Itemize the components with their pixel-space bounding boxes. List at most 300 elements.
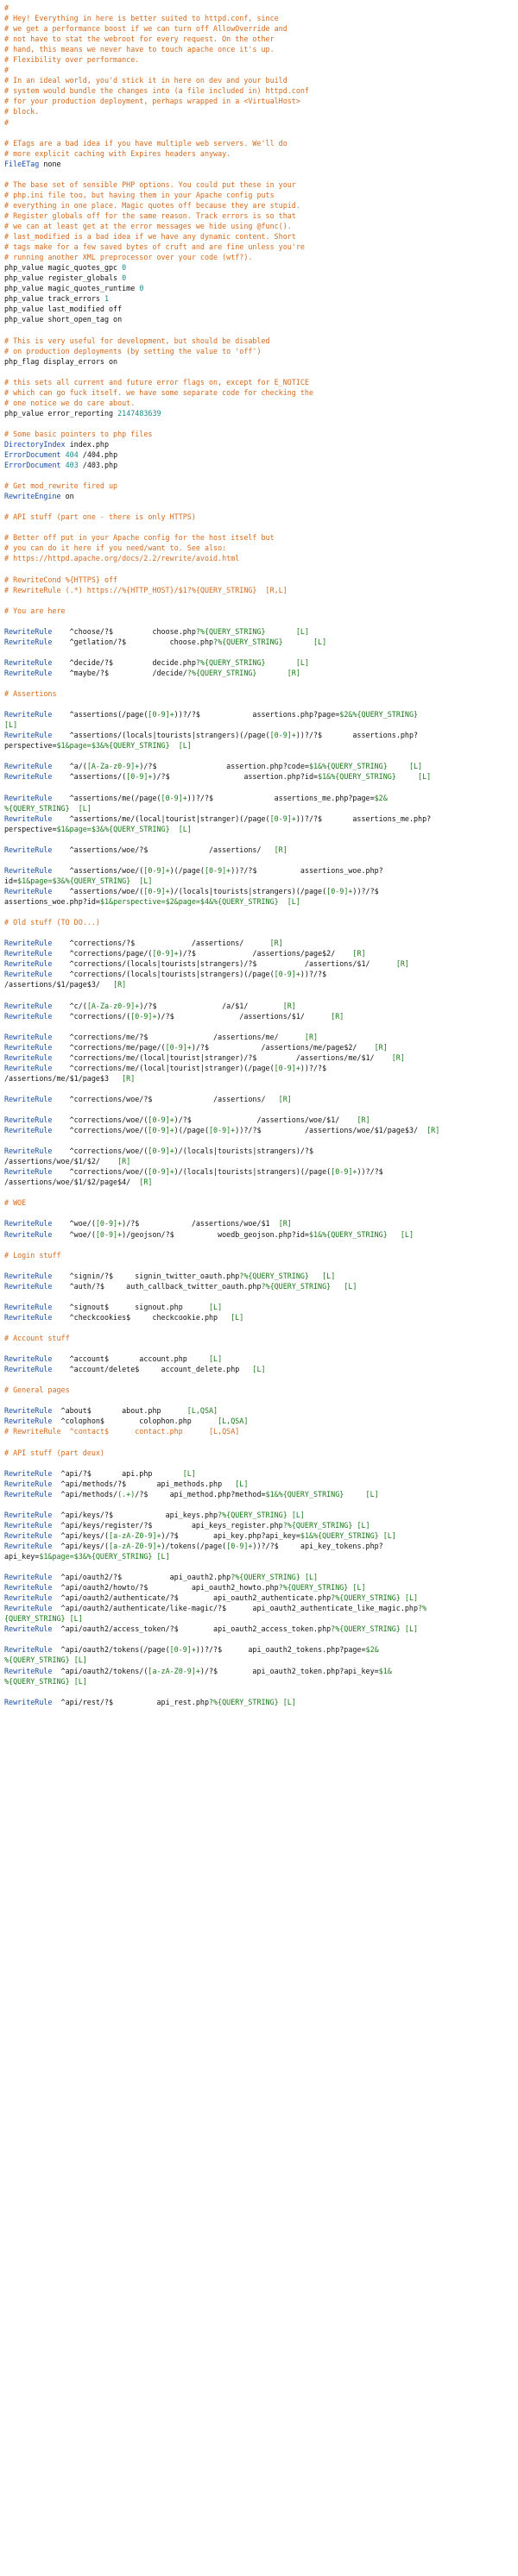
directive-token: RewriteRule [4, 1011, 53, 1021]
code-line [4, 336, 505, 346]
comment-token: # RewriteCond %{HTTPS} off [4, 575, 118, 584]
flag-token: [L] [287, 897, 300, 907]
string-token: [0-9]+ [274, 1063, 300, 1072]
flag-token: [L] [209, 1354, 223, 1364]
comment-token: # [4, 66, 9, 75]
text-token: ))?/?$ assertions_me.php?page= [186, 793, 375, 802]
string-token: ?%{QUERY_STRING} [209, 1697, 279, 1706]
code-line [4, 159, 505, 169]
blank-line [4, 418, 505, 429]
string-token: $1&page=$3&%{QUERY_STRING} [39, 1551, 153, 1561]
code-line [4, 719, 505, 730]
text-token [388, 762, 409, 770]
text-token: ^signin/?$ signin_twitter_oauth.php [52, 1271, 240, 1280]
flag-token: [R] [113, 980, 127, 990]
string-token: [a-zA-Z0-9]+ [109, 1530, 161, 1540]
code-line [4, 75, 505, 85]
text-token: ^api/keys/( [52, 1530, 110, 1540]
code-line [4, 377, 505, 387]
flag-token: [R] [278, 1094, 292, 1103]
text-token: perspective= [4, 741, 57, 751]
string-token: $2&%{QUERY_STRING} [339, 710, 419, 719]
directive-token: RewriteRule [4, 886, 53, 895]
text-token: ^corrections/page/( [52, 949, 153, 958]
code-line [4, 1042, 505, 1052]
blank-line [4, 1634, 505, 1644]
text-token: ^api/keys/( [52, 1541, 110, 1550]
text-token: none [39, 159, 61, 168]
code-line [4, 1385, 505, 1395]
string-token: %{QUERY_STRING} [4, 1676, 70, 1686]
code-line [4, 1125, 505, 1135]
text-token: )/?$ api_oauth2_token.php?api_key= [199, 1666, 379, 1675]
string-token: [0-9]+ [161, 793, 187, 802]
string-token: [0-9]+ [126, 772, 153, 782]
text-token: )/(locals|tourists|strangers)(/page( [169, 886, 327, 895]
flag-token: [L] [291, 1510, 305, 1519]
text-token: ))?/?$ [357, 1167, 383, 1177]
string-token: $1&%{QUERY_STRING} [308, 762, 388, 771]
blank-line [4, 1021, 505, 1032]
code-line [4, 740, 505, 751]
code-line [4, 1603, 505, 1613]
string-token: [0-9]+ [331, 1167, 357, 1177]
text-token [170, 741, 179, 750]
blank-line [4, 834, 505, 845]
code-line [4, 1032, 505, 1042]
flag-token: [L,QSA] [186, 1406, 218, 1416]
comment-token: # this sets all current and future error flags on, except for E_NOTICE [4, 377, 309, 386]
string-token: ?%{QUERY_STRING} [331, 1624, 401, 1634]
directive-token: RewriteRule [4, 793, 53, 802]
text-token: ))?/?$ /assertions/woe/$1/page$3/ [235, 1126, 427, 1135]
text-token: ^corrections/me/?$ /assertions/me/ [52, 1032, 305, 1041]
string-token: [0-9]+ [95, 1219, 123, 1228]
flag-token: [R] [374, 1042, 388, 1052]
code-line [4, 917, 505, 927]
text-token: php_value magic_quotes_gpc [4, 263, 123, 273]
directive-token: RewriteRule [4, 970, 53, 979]
directive-token: RewriteRule [4, 1115, 53, 1125]
text-token: )/?$ assertion.php?id= [152, 772, 319, 782]
text-token: /404.php [78, 450, 118, 460]
blank-line [4, 1395, 505, 1405]
directive-token: RewriteRule [4, 1312, 53, 1322]
text-token: ^api/oauth2/authenticate/?$ api_oauth2_authenticate.php [52, 1593, 332, 1603]
code-line [4, 1666, 505, 1676]
code-line [4, 1426, 505, 1436]
string-token: [0-9]+ [269, 731, 296, 740]
code-line [4, 242, 505, 252]
code-line [4, 803, 505, 814]
text-token: ))?/?$ [300, 970, 327, 979]
text-token: ))?/?$ assertions.php?page= [174, 710, 340, 719]
code-line [4, 96, 505, 106]
code-line [4, 190, 505, 200]
directive-token: DirectoryIndex [4, 439, 66, 449]
directive-token: RewriteRule [4, 657, 53, 667]
directive-token: RewriteRule [4, 1468, 53, 1478]
flag-token: [R] [391, 1052, 405, 1062]
flag-token: [L] [400, 1229, 414, 1239]
blank-line [4, 1135, 505, 1146]
number-token: 0 [122, 273, 127, 283]
text-token: /assertions/me/$1/page$3 [4, 1073, 123, 1083]
text-token: )(/page( [169, 865, 205, 875]
comment-token: # https://httpd.apache.org/docs/2.2/rewrite/avoid.html [4, 554, 240, 563]
comment-token: # Login stuff [4, 1250, 61, 1260]
blank-line [4, 1458, 505, 1468]
string-token: ?%{QUERY_STRING} [213, 637, 283, 646]
flag-token: [L] [408, 762, 423, 771]
text-token [256, 669, 287, 677]
text-token: ))?/?$ assertions_woe.php? [231, 865, 383, 875]
string-token: [0-9]+ [148, 1147, 174, 1156]
comment-token: # The base set of sensible PHP options. You could put these in your [4, 179, 296, 189]
string-token: [0-9]+ [204, 865, 231, 875]
code-line [4, 688, 505, 699]
comment-token: # API stuff (part one - there is only HTTPS) [4, 512, 196, 522]
directive-token: RewriteRule [4, 626, 53, 636]
code-line [4, 1156, 505, 1166]
code-line [4, 845, 505, 855]
flag-token: [L] [178, 824, 192, 833]
text-token: ^api/rest/?$ api_rest.php [52, 1697, 209, 1706]
blank-line [4, 470, 505, 481]
code-line [4, 761, 505, 771]
code-line [4, 938, 505, 948]
directive-token: RewriteRule [4, 1479, 53, 1488]
blank-line [4, 1436, 505, 1447]
flag-token: [L] [4, 720, 18, 730]
code-line [4, 1676, 505, 1687]
comment-token: # tags make for a few saved bytes of cruft and are fine unless you're [4, 242, 305, 252]
flag-token: [R] [274, 845, 287, 854]
text-token: ^api/?$ api.php [52, 1468, 183, 1478]
comment-token: # ETags are a bad idea if you have multiple web servers. We'll do [4, 138, 287, 148]
text-token: ^api/oauth2/access_token/?$ api_oauth2_access_token.php [52, 1624, 332, 1634]
string-token: [0-9]+ [148, 1126, 174, 1135]
directive-token: RewriteRule [4, 1573, 53, 1582]
text-token: ^checkcookies$ checkcookie.php [52, 1312, 231, 1322]
text-token: ^corrections/woe/( [52, 1167, 148, 1177]
text-token [396, 772, 418, 781]
flag-token: [L] [178, 741, 192, 751]
blank-line [4, 1291, 505, 1302]
directive-token: RewriteRule [4, 845, 53, 854]
comment-token: # everything in one place. Magic quotes off because they are stupid. [4, 200, 300, 210]
comment-token: # [4, 3, 9, 12]
code-line [4, 1281, 505, 1291]
text-token: ^api/keys/?$ api_keys.php [52, 1510, 218, 1519]
comment-token: # system would bundle the changes into (a file included in) httpd.conf [4, 86, 309, 96]
code-line [4, 439, 505, 449]
directive-token: RewriteRule [4, 1167, 53, 1177]
flag-token: [R] [357, 1115, 370, 1125]
text-token: php_value register_globals [4, 273, 123, 283]
code-line [4, 1489, 505, 1499]
code-line [4, 876, 505, 886]
directive-token: RewriteRule [4, 1666, 53, 1675]
string-token: [0-9]+ [209, 1126, 236, 1135]
text-token [170, 825, 179, 833]
flag-token: [R] [426, 1126, 440, 1135]
text-token: php_value track_errors [4, 294, 104, 304]
code-line [4, 1520, 505, 1530]
directive-token: RewriteRule [4, 1042, 53, 1052]
code-line [4, 1333, 505, 1343]
code-line [4, 1115, 505, 1125]
code-line [4, 824, 505, 834]
code-line [4, 1551, 505, 1561]
directive-token: RewriteRule [4, 1147, 53, 1156]
text-token [331, 1282, 344, 1291]
directive-token: RewriteRule [4, 1302, 53, 1311]
string-token: [0-9]+ [226, 1541, 253, 1550]
text-token: php_value error_reporting [4, 408, 118, 418]
text-token: /?$ api_method.php?method= [135, 1489, 266, 1498]
text-token: ))?/?$ [352, 886, 379, 895]
directive-token: RewriteRule [4, 814, 53, 823]
code-line [4, 543, 505, 553]
code-line [4, 1001, 505, 1011]
comment-token: # for your production deployment, perhaps wrapped in a <VirtualHost> [4, 97, 300, 106]
code-line [4, 1448, 505, 1458]
text-token: ^choose/?$ choose.php [52, 626, 196, 636]
code-line [4, 387, 505, 398]
code-line [4, 637, 505, 647]
directive-token: RewriteRule [4, 1697, 53, 1706]
text-token: ^c/( [52, 1001, 87, 1010]
code-line [4, 148, 505, 159]
text-token: )/?$ api_key.php?api_key= [161, 1530, 300, 1540]
code-line [4, 179, 505, 190]
string-token: [0-9]+ [326, 886, 353, 895]
text-token: ^getlation/?$ choose.php [52, 637, 214, 646]
code-line [4, 356, 505, 367]
comment-token: # running another XML preprocessor over your code (wtf?). [4, 253, 253, 262]
flag-token: [R] [139, 1178, 153, 1187]
text-token [309, 1272, 322, 1280]
code-line [4, 460, 505, 470]
code-line [4, 1354, 505, 1364]
flag-token: [L] [78, 803, 92, 813]
comment-token: # RewriteRule (.*) https://%{HTTP_HOST}/$1?%{QUERY_STRING} [R,L] [4, 585, 287, 594]
text-token: ))?/?$ api_oauth2_tokens.php?page= [195, 1645, 366, 1655]
blank-line [4, 647, 505, 657]
flag-token: [L] [209, 1302, 223, 1311]
string-token: ?%{QUERY_STRING} [278, 1583, 349, 1593]
directive-token: RewriteRule [4, 1281, 53, 1291]
text-token: assertions_woe.php?id= [4, 897, 100, 907]
text-token [70, 804, 79, 813]
string-token: [0-9]+ [152, 949, 179, 958]
code-line [4, 1593, 505, 1603]
comment-token: # Some basic pointers to php files [4, 429, 153, 438]
code-line [4, 606, 505, 616]
directive-token: RewriteRule [4, 1417, 53, 1426]
text-token: php_flag display_errors on [4, 356, 118, 366]
text-token: ^decide/?$ decide.php [52, 657, 196, 667]
flag-token: [R] [278, 1219, 292, 1228]
comment-token: # Old stuff (TO DO...) [4, 918, 100, 927]
directive-token: RewriteRule [4, 1271, 53, 1280]
code-line [4, 1644, 505, 1655]
blank-line [4, 1343, 505, 1354]
directive-token: RewriteRule [4, 1229, 53, 1239]
directive-token: RewriteRule [4, 939, 53, 948]
number-token: 404 [65, 450, 79, 460]
text-token: index.php [65, 439, 110, 449]
text-token: ^signout$ signout.php [52, 1302, 209, 1311]
text-token: ^assertions/woe/( [52, 886, 144, 895]
text-token: ^api/oauth2/authenticate/like-magic/?$ api_oauth2_authenticate_like_magic.php [52, 1604, 419, 1613]
blank-line [4, 990, 505, 1000]
flag-token: [L] [252, 1365, 266, 1374]
code-line [4, 979, 505, 990]
code-line [4, 117, 505, 128]
code-line [4, 1312, 505, 1323]
code-line [4, 1572, 505, 1582]
directive-token: RewriteRule [4, 1593, 53, 1603]
text-token: /assertions/woe/$1/$2/page$4/ [4, 1178, 140, 1187]
comment-token: # not have to stat the webroot for every request. On the other [4, 35, 275, 44]
text-token: )/?$ /a/$1/ [139, 1001, 283, 1010]
flag-token: [L] [313, 637, 327, 646]
code-line [4, 553, 505, 563]
text-token: ^api/methods/?$ api_methods.php [52, 1479, 236, 1488]
string-token: [0-9]+ [169, 1645, 196, 1655]
blank-line [4, 501, 505, 512]
code-line [4, 1177, 505, 1187]
code-line [4, 1468, 505, 1479]
code-line [4, 668, 505, 678]
text-token: /assertions/woe/$1/$2/ [4, 1157, 118, 1166]
blank-line [4, 751, 505, 761]
text-token: )/?$ /assertions/$1/ [156, 1011, 332, 1021]
string-token: ?%{QUERY_STRING} [186, 669, 257, 677]
flag-token: [R] [352, 949, 366, 958]
code-line [4, 512, 505, 522]
code-line [4, 1364, 505, 1374]
directive-token: RewriteRule [4, 1094, 53, 1103]
text-token: ^assertions/me(/page( [52, 793, 161, 802]
directive-token: RewriteRule [4, 731, 53, 740]
code-line [4, 865, 505, 876]
flag-token: [L] [182, 1468, 196, 1478]
directive-token: ErrorDocument [4, 450, 61, 460]
text-token: ^api/oauth2/tokens(/page( [52, 1645, 170, 1655]
code-line [4, 1697, 505, 1707]
code-line [4, 34, 505, 44]
code-line [4, 1094, 505, 1104]
text-token: ^corrections/(locals|tourists|strangers)(/page( [52, 970, 275, 979]
text-token: ^colophon$ colophon.php [52, 1417, 218, 1426]
directive-token: RewriteRule [4, 1541, 53, 1550]
code-line [4, 814, 505, 824]
string-token: [0-9]+ [95, 1229, 123, 1239]
text-token: ^assertions/woe/( [52, 865, 144, 875]
blank-line [4, 1323, 505, 1333]
flag-token: [L] [418, 772, 432, 782]
text-token: )/?$ /assertions/page$2/ [178, 949, 353, 958]
string-token: %{QUERY_STRING} [4, 803, 70, 813]
comment-token: # RewriteRule ^contact$ contact.php [L,QSA] [4, 1427, 240, 1436]
number-token: 1 [104, 294, 110, 304]
blank-line [4, 855, 505, 865]
text-token: )(/page( [174, 1126, 210, 1135]
comment-token: # WOE [4, 1198, 27, 1208]
text-token: )/?$ assertion.php?code= [139, 762, 309, 771]
directive-token: RewriteRule [4, 1520, 53, 1530]
code-line [4, 304, 505, 314]
string-token: ?%{QUERY_STRING} [261, 1281, 332, 1291]
code-line [4, 54, 505, 65]
code-line [4, 948, 505, 958]
code-line [4, 793, 505, 803]
code-line [4, 1271, 505, 1281]
text-token: ^corrections/(locals|tourists|strangers)/?$ /assertions/$1/ [52, 959, 396, 969]
code-line [4, 85, 505, 96]
comment-token: # last_modified is a bad idea if we have any dynamic content. Short [4, 232, 296, 242]
string-token: [0-9]+ [143, 886, 170, 895]
blank-line [4, 616, 505, 626]
flag-token: [L] [69, 1614, 83, 1624]
blank-line [4, 1499, 505, 1510]
code-line [4, 1479, 505, 1489]
text-token: )/?$ /assertions/woe/$1 [122, 1219, 279, 1228]
string-token: [0-9]+ [148, 710, 174, 719]
string-token: ?%{QUERY_STRING} [239, 1271, 309, 1280]
comment-token: # Account stuff [4, 1334, 70, 1342]
number-token: 403 [65, 461, 79, 470]
comment-token: # hand, this means we never have to touch apache once it's up. [4, 45, 275, 54]
text-token: ))?/?$ [300, 1063, 327, 1072]
comment-token: # You are here [4, 606, 66, 615]
code-line [4, 585, 505, 595]
text-token: ))?/?$ api_key_tokens.php? [252, 1541, 383, 1550]
code-line [4, 626, 505, 637]
code-line [4, 1146, 505, 1156]
text-token [130, 876, 139, 885]
code-line [4, 886, 505, 896]
directive-token: RewriteRule [4, 1604, 53, 1613]
blank-line [4, 564, 505, 575]
text-token: )/?$ /assertions/me/page$2/ [191, 1042, 375, 1052]
directive-token: ErrorDocument [4, 461, 61, 470]
text-token [344, 1490, 365, 1498]
text-token: ^api/oauth2/?$ api_oauth2.php [52, 1573, 231, 1582]
text-token: ^corrections/me/(local|tourist|stranger)(/page( [52, 1063, 275, 1072]
directive-token: RewriteRule [4, 669, 53, 677]
comment-token: # we get a performance boost if we can turn off AllowOverride and [4, 24, 287, 34]
text-token: ^api/oauth2/howto/?$ api_oauth2_howto.php [52, 1583, 279, 1593]
text-token: )/tokens(/page( [161, 1541, 227, 1550]
text-token: ^corrections/woe/( [52, 1147, 148, 1156]
directive-token: RewriteRule [4, 1530, 53, 1540]
flag-token: [R] [331, 1011, 344, 1021]
text-token [279, 897, 287, 906]
blank-line [4, 1187, 505, 1197]
flag-token: [L] [404, 1593, 419, 1603]
code-line [4, 408, 505, 418]
text-token: ^corrections/me/(local|tourist|stranger)/?$ /assertions/me/$1/ [52, 1052, 392, 1062]
code-line [4, 657, 505, 668]
comment-token: # Register globals off for the same reason. Track errors is so that [4, 210, 296, 220]
directive-token: RewriteRule [4, 1365, 53, 1374]
flag-token: [L] [295, 626, 309, 636]
text-token: ^corrections/woe/( [52, 1126, 148, 1135]
